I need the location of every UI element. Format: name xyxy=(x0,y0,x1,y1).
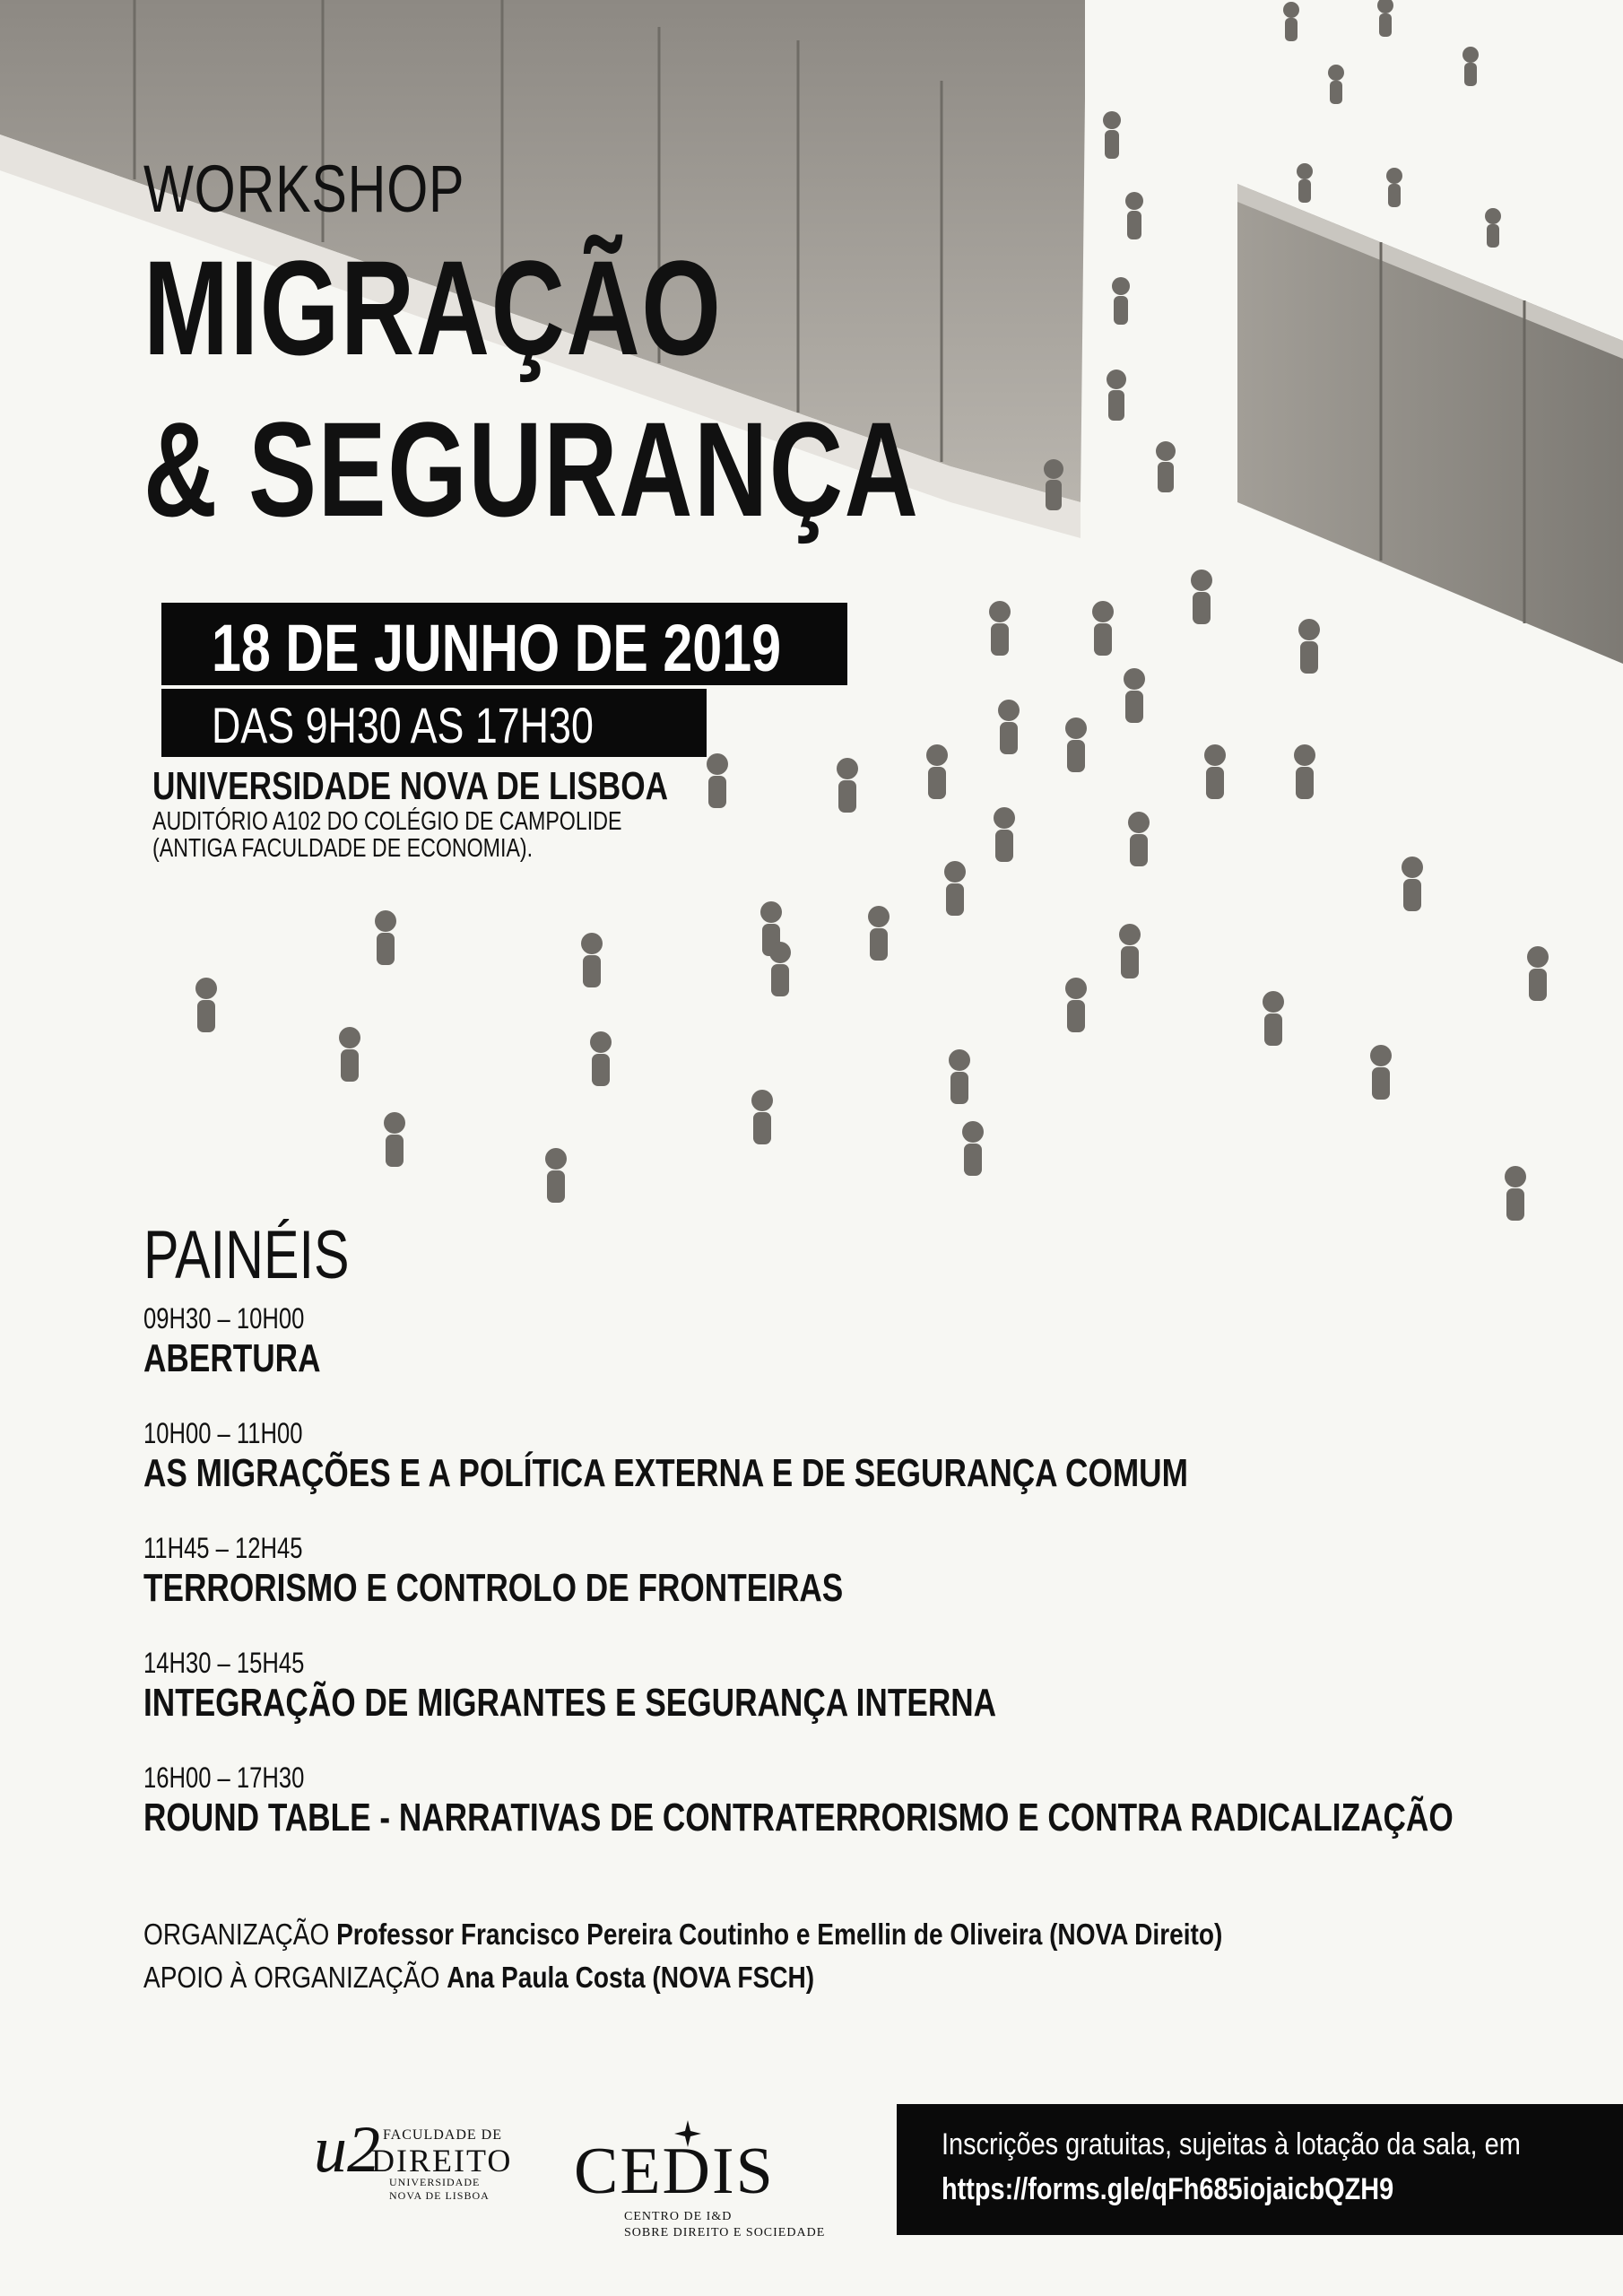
support-names: Ana Paula Costa (NOVA FSCH) xyxy=(447,1961,815,1994)
cedis-logo xyxy=(574,2126,826,2239)
nova-mark: u2 xyxy=(314,2113,380,2187)
workshop-kicker: WORKSHOP xyxy=(143,152,465,226)
panel-title: ROUND TABLE - NARRATIVAS DE CONTRATERRORISMO E CONTRA RADICALIZAÇÃO xyxy=(143,1796,1454,1839)
panel-time: 10H00 – 11H00 xyxy=(143,1417,303,1449)
venue-name: UNIVERSIDADE NOVA DE LISBOA xyxy=(152,764,668,808)
organization-names: Professor Francisco Pereira Coutinho e Emellin de Oliveira (NOVA Direito) xyxy=(336,1918,1223,1951)
venue-line-1: AUDITÓRIO A102 DO COLÉGIO DE CAMPOLIDE xyxy=(152,807,622,836)
registration-text: Inscrições gratuitas, sujeitas à lotação da sala, em xyxy=(942,2127,1521,2161)
cedis-sub-2: SOBRE DIREITO E SOCIEDADE xyxy=(624,2226,826,2239)
title-line-1: MIGRAÇÃO xyxy=(143,232,723,383)
panel-time: 11H45 – 12H45 xyxy=(143,1532,303,1564)
registration-box xyxy=(897,2104,1623,2235)
nova-direito-logo xyxy=(314,2113,513,2202)
date-bar xyxy=(161,603,847,685)
nova-logo-line3: UNIVERSIDADE NOVA DE LISBOA xyxy=(389,2176,490,2202)
cedis-sub-1: CENTRO DE I&D xyxy=(624,2210,733,2223)
support-label: APOIO À ORGANIZAÇÃO xyxy=(143,1961,440,1994)
nova-logo-line2: DIREITO xyxy=(371,2143,513,2179)
time-bar xyxy=(161,689,707,757)
panel-time: 09H30 – 10H00 xyxy=(143,1302,305,1335)
panel-title: INTEGRAÇÃO DE MIGRANTES E SEGURANÇA INTERNA xyxy=(143,1681,997,1725)
panels-heading: PAINÉIS xyxy=(143,1217,350,1293)
organization-credit xyxy=(143,1918,1222,1952)
panel-title: ABERTURA xyxy=(143,1336,321,1380)
event-time: DAS 9H30 AS 17H30 xyxy=(212,697,594,753)
support-credit xyxy=(143,1961,814,1995)
venue-line-2: (ANTIGA FACULDADE DE ECONOMIA). xyxy=(152,834,534,863)
panel-time: 14H30 – 15H45 xyxy=(143,1647,305,1679)
registration-link[interactable]: https://forms.gle/qFh685iojaicbQZH9 xyxy=(942,2172,1394,2206)
title-line-2: & SEGURANÇA xyxy=(143,394,920,544)
panel-title: TERRORISMO E CONTROLO DE FRONTEIRAS xyxy=(143,1566,844,1610)
event-date: 18 DE JUNHO DE 2019 xyxy=(212,611,782,685)
cedis-name: CEDIS xyxy=(574,2135,775,2208)
organization-label: ORGANIZAÇÃO xyxy=(143,1918,330,1951)
nova-logo-line1: FACULDADE DE xyxy=(382,2127,502,2143)
panel-title: AS MIGRAÇÕES E A POLÍTICA EXTERNA E DE SEGURANÇA COMUM xyxy=(143,1451,1188,1495)
panel-time: 16H00 – 17H30 xyxy=(143,1761,305,1794)
